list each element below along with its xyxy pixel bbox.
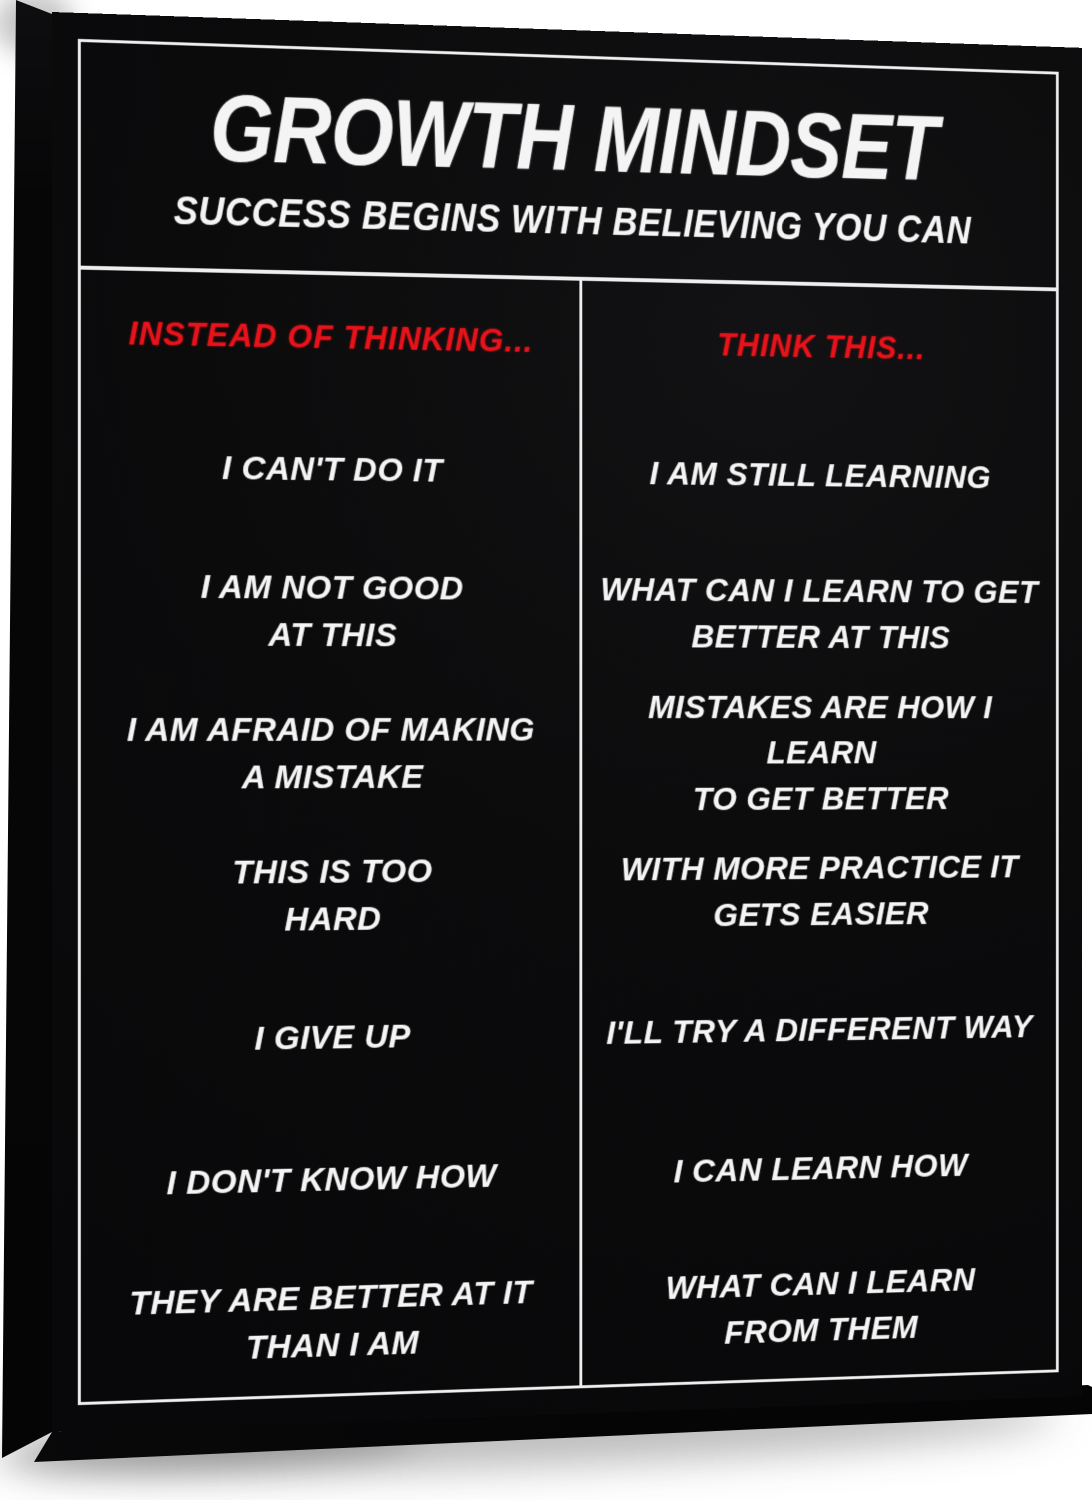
right-row-3: MISTAKES ARE HOW I LEARN TO GET BETTER bbox=[648, 688, 993, 818]
right-row-5: I'LL TRY A DIFFERENT WAY bbox=[606, 1008, 1033, 1052]
right-row-1: I AM STILL LEARNING bbox=[649, 455, 991, 497]
left-row-1: I CAN'T DO IT bbox=[221, 449, 443, 490]
right-row-2: WHAT CAN I LEARN TO GET BETTER AT THIS bbox=[600, 571, 1039, 657]
left-row-7: THEY ARE BETTER AT IT THAN I AM bbox=[129, 1274, 533, 1367]
poster-title: GROWTH MINDSET bbox=[210, 73, 938, 201]
column-left-header: INSTEAD OF THINKING... bbox=[128, 314, 534, 359]
left-row-3: I AM AFRAID OF MAKING A MISTAKE bbox=[126, 711, 535, 797]
column-right-header: THINK THIS... bbox=[717, 326, 926, 366]
canvas-left-edge bbox=[0, 0, 60, 1470]
column-think-this bbox=[582, 281, 1056, 1386]
comparison-columns bbox=[81, 270, 1056, 1402]
right-row-6: I CAN LEARN HOW bbox=[673, 1147, 968, 1191]
left-row-4: THIS IS TOO HARD bbox=[232, 852, 433, 939]
poster-header bbox=[81, 42, 1056, 288]
poster-subtitle: SUCCESS BEGINS WITH BELIEVING YOU CAN bbox=[173, 187, 972, 252]
left-row-6: I DON'T KNOW HOW bbox=[166, 1157, 497, 1203]
poster-front-face bbox=[52, 12, 1082, 1432]
right-row-4: WITH MORE PRACTICE IT GETS EASIER bbox=[620, 849, 1019, 934]
column-instead-of-thinking bbox=[81, 270, 579, 1402]
right-row-7: WHAT CAN I LEARN FROM THEM bbox=[665, 1261, 976, 1352]
left-row-2: I AM NOT GOOD AT THIS bbox=[200, 568, 464, 655]
poster-border-frame bbox=[78, 39, 1059, 1405]
left-row-5: I GIVE UP bbox=[254, 1017, 411, 1058]
